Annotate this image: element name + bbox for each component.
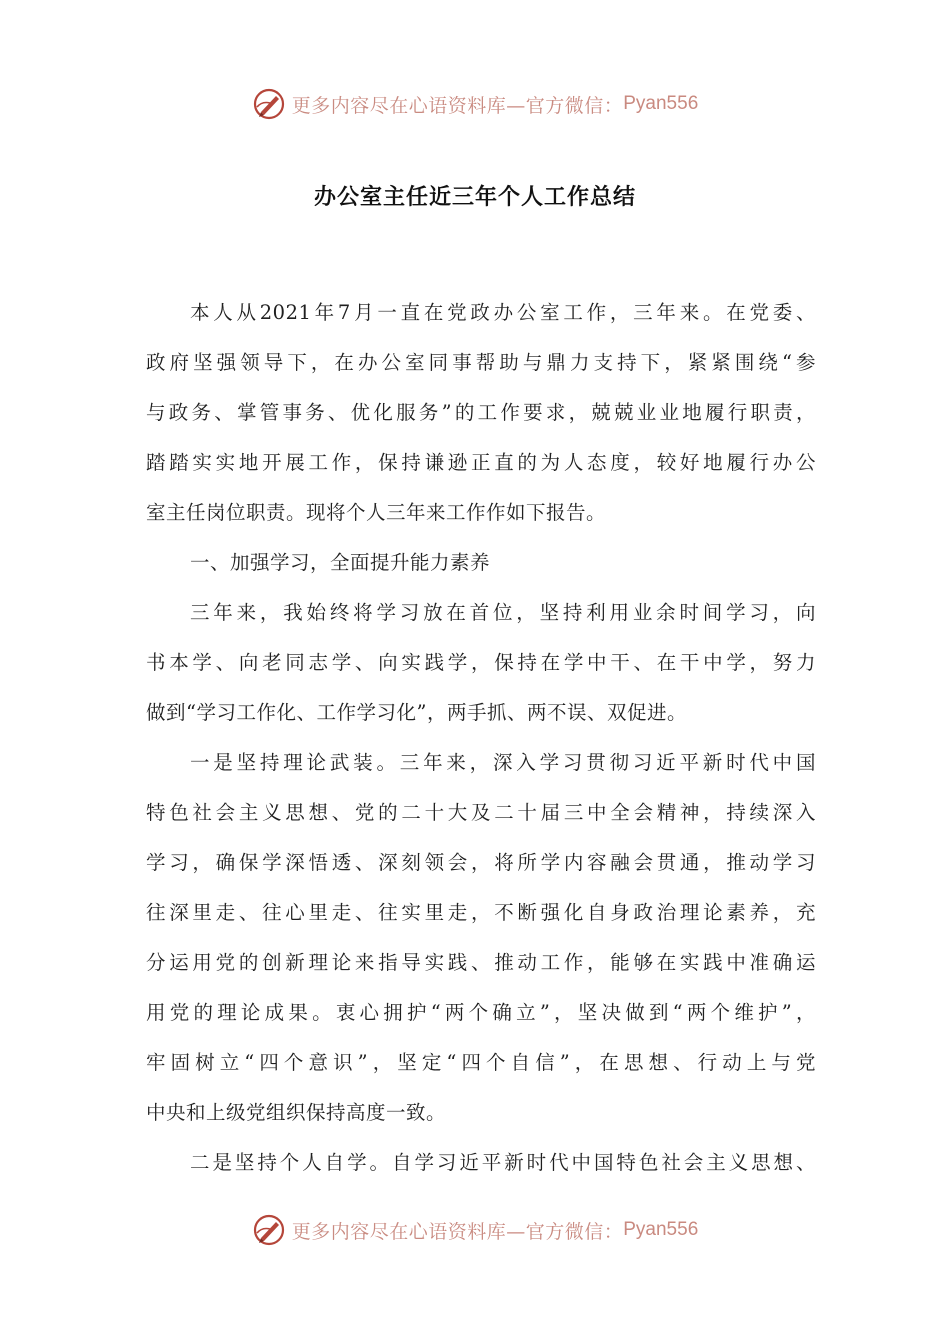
footer-watermark-banner [0, 1210, 950, 1250]
body-line: 一是坚持理论武装。三年来，深入学习贯彻习近平新时代中国 [190, 751, 816, 774]
header-banner-text: 更多内容尽在心语资料库—官方微信： [291, 94, 624, 117]
body-line: 做到“学习工作化、工作学习化”，两手抓、两不误、双促进。 [146, 701, 687, 724]
pen-logo-icon [252, 1213, 286, 1247]
body-line: 特色社会主义思想、党的二十大及二十届三中全会精神，持续深入 [146, 801, 816, 824]
body-line: 牢固树立“四个意识”，坚定“四个自信”，在思想、行动上与党 [146, 1051, 816, 1074]
body-line: 三年来，我始终将学习放在首位，坚持利用业余时间学习，向 [190, 601, 816, 624]
pen-logo-icon [252, 87, 286, 121]
footer-wechat-id: Pyan556 [623, 1219, 699, 1240]
body-line: 用党的理论成果。衷心拥护“两个确立”，坚决做到“两个维护”， [146, 1001, 816, 1024]
body-line: 中央和上级党组织保持高度一致。 [146, 1101, 447, 1124]
body-line: 室主任岗位职责。现将个人三年来工作作如下报告。 [146, 501, 607, 524]
body-line: 本人从2021年7月一直在党政办公室工作，三年来。在党委、 [190, 301, 816, 324]
body-line: 政府坚强领导下，在办公室同事帮助与鼎力支持下，紧紧围绕“参 [146, 351, 816, 374]
body-line: 书本学、向老同志学、向实践学，保持在学中干、在干中学，努力 [146, 651, 816, 674]
document-body [146, 288, 816, 1188]
header-wechat-id: Pyan556 [623, 93, 699, 114]
body-line: 踏踏实实地开展工作，保持谦逊正直的为人态度，较好地履行办公 [146, 451, 816, 474]
section-heading: 一、加强学习，全面提升能力素养 [190, 551, 491, 574]
header-watermark-banner [0, 84, 950, 124]
body-line: 学习，确保学深悟透、深刻领会，将所学内容融会贯通，推动学习 [146, 851, 816, 874]
body-line: 分运用党的创新理论来指导实践、推动工作，能够在实践中准确运 [146, 951, 816, 974]
body-line: 往深里走、往心里走、往实里走，不断强化自身政治理论素养，充 [146, 901, 816, 924]
body-line: 二是坚持个人自学。自学习近平新时代中国特色社会主义思想、 [190, 1151, 816, 1174]
document-title: 办公室主任近三年个人工作总结 [313, 184, 636, 210]
footer-banner-text: 更多内容尽在心语资料库—官方微信： [291, 1220, 624, 1243]
body-line: 与政务、掌管事务、优化服务”的工作要求，兢兢业业地履行职责， [146, 401, 816, 424]
